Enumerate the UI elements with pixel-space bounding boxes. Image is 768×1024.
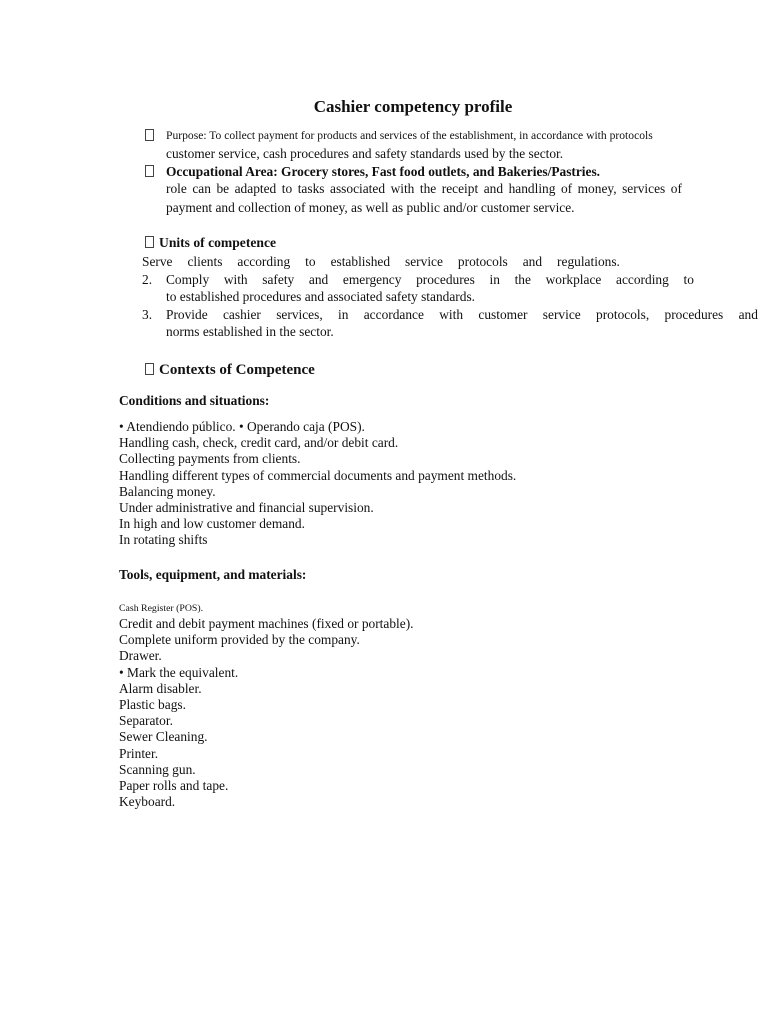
occupational-area: Occupational Area: Grocery stores, Fast food outlets, and Bakeries/Pastries.: [166, 164, 601, 179]
unit-1-word: service: [405, 254, 443, 269]
tool-item: Printer.: [119, 745, 159, 761]
role-word: adapted: [234, 181, 277, 196]
unit-3-word: customer: [478, 307, 528, 322]
role-line-2: payment and collection of money, as well as public and/or customer service.: [166, 200, 575, 215]
unit-2-word: in: [489, 272, 500, 287]
unit-2-word: according: [616, 272, 669, 287]
role-word: receipt: [441, 181, 479, 196]
condition-item: In high and low customer demand.: [119, 516, 305, 532]
unit-2-word: workplace: [545, 272, 602, 287]
unit-item-3-line-2: norms established in the sector.: [166, 324, 334, 339]
tools-first-item: Cash Register (POS).: [119, 603, 204, 614]
role-word: handling: [508, 181, 556, 196]
condition-item: Under administrative and financial supervision.: [119, 500, 374, 516]
tool-item: Scanning gun.: [119, 761, 196, 777]
role-word: of: [560, 181, 573, 196]
unit-2-word: to: [683, 272, 694, 287]
unit-1-word: and: [522, 254, 543, 269]
conditions-list: [119, 419, 516, 549]
role-word: associated: [330, 181, 386, 196]
role-word: and: [483, 181, 504, 196]
unit-3-word: with: [439, 307, 464, 322]
unit-2-word: emergency: [342, 272, 402, 287]
unit-1-word: according: [237, 254, 291, 269]
missing-glyph-icon: [145, 236, 154, 248]
tool-item: Drawer.: [119, 648, 162, 664]
purpose-line-1: Purpose: To collect payment for products and services of the establishment, in accordance with protocols: [166, 129, 653, 142]
role-word: to: [281, 181, 293, 196]
unit-2-word: Comply: [166, 272, 210, 287]
tool-item: Sewer Cleaning.: [119, 729, 208, 745]
conditions-heading: Conditions and situations:: [119, 393, 270, 408]
unit-1-word: regulations.: [557, 254, 620, 269]
unit-1-word: to: [305, 254, 316, 269]
tool-item: Separator.: [119, 713, 173, 729]
unit-item-1: [142, 253, 620, 270]
role-word: be: [216, 181, 230, 196]
unit-3-word: service: [542, 307, 581, 322]
condition-item: In rotating shifts: [119, 532, 208, 548]
units-heading: Units of competence: [145, 234, 276, 251]
role-word: can: [192, 181, 211, 196]
unit-item-2-number: 2.: [142, 272, 153, 287]
tool-item: Paper rolls and tape.: [119, 778, 229, 794]
contexts-heading: Contexts of Competence: [145, 362, 315, 379]
unit-2-word: the: [514, 272, 531, 287]
unit-2-word: safety: [262, 272, 295, 287]
condition-item: Balancing money.: [119, 483, 216, 499]
tool-item: Keyboard.: [119, 794, 176, 810]
unit-2-word: with: [223, 272, 248, 287]
role-line-1: [166, 180, 682, 197]
missing-glyph-icon: [145, 363, 154, 375]
purpose-line-2: customer service, cash procedures and safety standards used by the sector.: [166, 146, 564, 161]
role-word: tasks: [297, 181, 325, 196]
role-word: of: [670, 181, 682, 196]
role-word: with: [390, 181, 415, 196]
unit-item-3-number: 3.: [142, 307, 153, 322]
role-word: the: [419, 181, 437, 196]
condition-item: Handling cash, check, credit card, and/or debit card.: [119, 435, 399, 451]
condition-item: Handling different types of commercial documents and payment methods.: [119, 467, 517, 483]
condition-item: Collecting payments from clients.: [119, 451, 301, 467]
unit-1-word: clients: [187, 254, 223, 269]
unit-1-word: established: [330, 254, 391, 269]
tool-item: Plastic bags.: [119, 697, 186, 713]
tool-item: Complete uniform provided by the company.: [119, 632, 360, 648]
missing-glyph-icon: [145, 165, 154, 177]
unit-1-word: Serve: [142, 254, 173, 269]
unit-3-word: services,: [276, 307, 323, 322]
unit-item-2: [166, 271, 694, 288]
unit-3-word: in: [338, 307, 349, 322]
unit-item-3: [166, 306, 758, 323]
unit-3-word: Provide: [166, 307, 208, 322]
tools-list: [119, 616, 414, 810]
role-word: services: [622, 181, 666, 196]
unit-2-word: procedures: [416, 272, 475, 287]
tool-item: Alarm disabler.: [119, 680, 202, 696]
unit-item-2-line-2: to established procedures and associated safety standards.: [166, 289, 475, 304]
unit-1-word: protocols: [457, 254, 508, 269]
tool-item: • Mark the equivalent.: [119, 664, 239, 680]
tool-item: Credit and debit payment machines (fixed or portable).: [119, 616, 414, 631]
unit-3-word: and: [738, 307, 758, 322]
unit-3-word: protocols,: [596, 307, 650, 322]
missing-glyph-icon: [145, 129, 154, 141]
unit-2-word: and: [308, 272, 329, 287]
unit-3-word: accordance: [363, 307, 424, 322]
tools-heading: Tools, equipment, and materials:: [119, 567, 307, 582]
unit-3-word: procedures: [664, 307, 724, 322]
condition-item: • Atendiendo público. • Operando caja (POS).: [119, 419, 365, 434]
role-word: money,: [577, 181, 617, 196]
page-title: Cashier competency profile: [313, 97, 513, 116]
role-word: role: [166, 181, 187, 196]
unit-3-word: cashier: [222, 307, 261, 322]
